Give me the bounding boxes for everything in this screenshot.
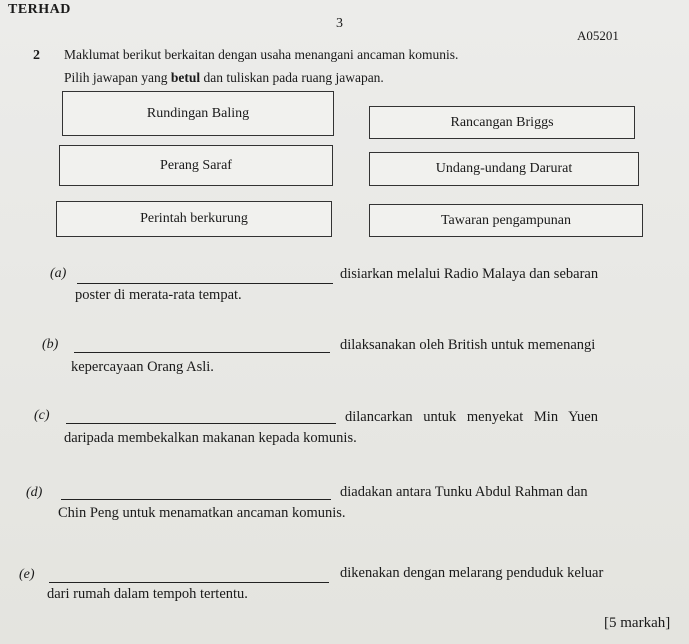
item-c-text-line2: daripada membekalkan makanan kepada komunis.: [64, 430, 357, 446]
item-b-text-line1: dilaksanakan oleh British untuk memenangi: [340, 337, 596, 353]
paper-code: A05201: [577, 28, 619, 43]
option-box-perang-saraf: [59, 145, 333, 186]
item-b-text-line2: kepercayaan Orang Asli.: [71, 359, 214, 375]
option-box-rundingan-baling: [62, 91, 334, 136]
option-box-rancangan-briggs: [369, 106, 635, 139]
option-box-perintah-berkurung: [56, 201, 332, 237]
page-number: 3: [336, 16, 343, 31]
item-a-text-line2: poster di merata-rata tempat.: [75, 287, 242, 303]
marks-allocation: [5 markah]: [604, 615, 671, 631]
item-a-label: (a): [50, 266, 67, 281]
answer-blank-e[interactable]: [49, 582, 329, 583]
question-stem: Maklumat berikut berkaitan dengan usaha menangani ancaman komunis.: [64, 47, 459, 62]
question-instruction: [64, 70, 384, 86]
item-e-text-line1: dikenakan dengan melarang penduduk keluar: [340, 565, 604, 581]
item-c-label: (c): [34, 408, 50, 423]
item-c-text-line1: dilancarkan untuk menyekat Min Yuen: [345, 409, 598, 425]
question-number: 2: [33, 48, 40, 63]
answer-blank-c[interactable]: [66, 423, 336, 424]
option-label: Rundingan Baling: [146, 105, 250, 121]
instruction-post: dan tuliskan pada ruang jawapan.: [200, 70, 384, 85]
option-label: Rancangan Briggs: [450, 114, 554, 130]
answer-blank-a[interactable]: [77, 283, 333, 284]
item-b-label: (b): [42, 337, 59, 352]
option-box-tawaran-pengampunan: [369, 204, 643, 237]
instruction-bold: betul: [170, 70, 201, 85]
option-box-undang-undang-darurat: [369, 152, 639, 186]
option-label: Perintah berkurung: [140, 211, 248, 226]
item-e-label: (e): [19, 567, 35, 582]
item-d-text-line1: diadakan antara Tunku Abdul Rahman dan: [340, 484, 588, 500]
option-label: Undang-undang Darurat: [435, 161, 573, 176]
option-label: Perang Saraf: [160, 157, 232, 173]
instruction-pre: Pilih jawapan yang: [64, 70, 171, 85]
item-d-text-line2: Chin Peng untuk menamatkan ancaman komunis.: [58, 505, 346, 521]
confidentiality-label: TERHAD: [8, 2, 71, 17]
item-e-text-line2: dari rumah dalam tempoh tertentu.: [47, 586, 248, 602]
option-label: Tawaran pengampunan: [440, 212, 572, 228]
answer-blank-b[interactable]: [74, 352, 330, 353]
item-d-label: (d): [26, 485, 43, 500]
answer-blank-d[interactable]: [61, 499, 331, 500]
item-a-text-line1: disiarkan melalui Radio Malaya dan sebaran: [340, 266, 599, 282]
